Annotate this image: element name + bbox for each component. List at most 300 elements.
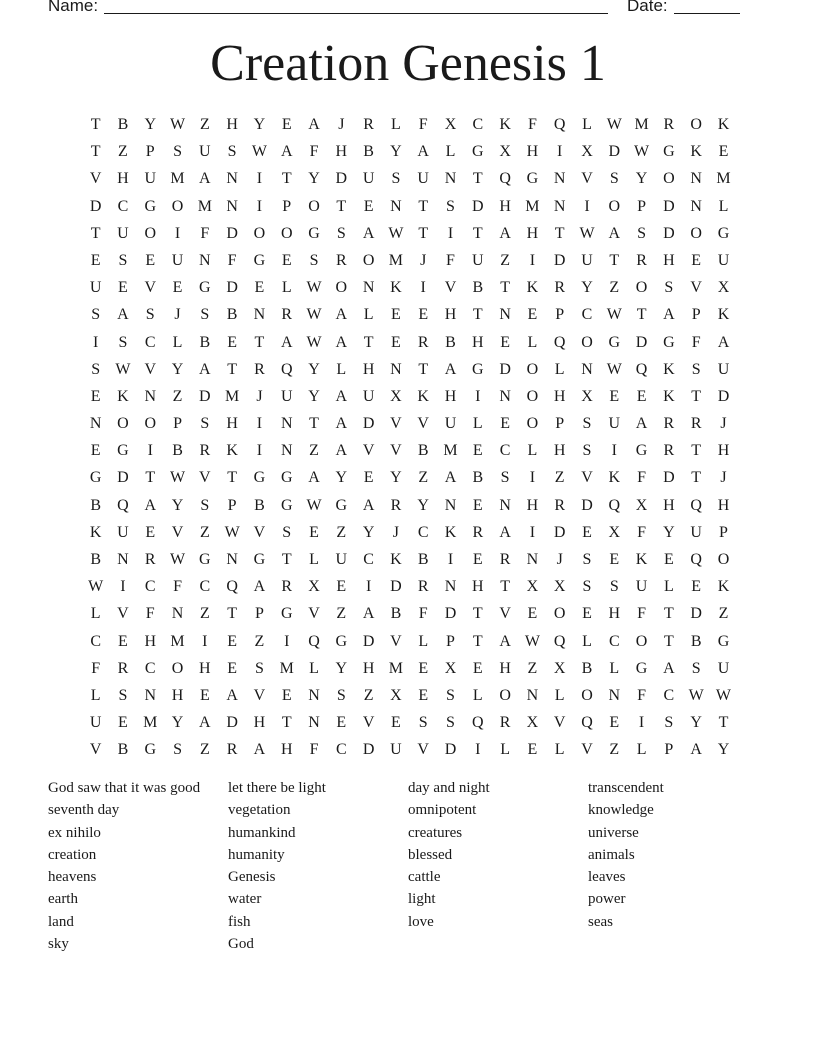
grid-letter[interactable]: X	[553, 659, 566, 677]
grid-letter[interactable]: Q	[690, 551, 702, 568]
grid-letter[interactable]: S	[500, 469, 510, 487]
grid-letter[interactable]: S	[637, 224, 647, 242]
grid-letter[interactable]: Z	[527, 659, 538, 677]
grid-letter[interactable]: F	[637, 686, 647, 704]
grid-letter[interactable]: T	[609, 251, 620, 269]
grid-letter[interactable]: F	[527, 116, 537, 133]
grid-letter[interactable]: J	[556, 551, 563, 568]
grid-letter[interactable]: Z	[554, 469, 565, 487]
grid-letter[interactable]: S	[609, 170, 619, 188]
grid-letter[interactable]: Q	[226, 578, 238, 596]
grid-letter[interactable]: N	[308, 686, 320, 704]
grid-letter[interactable]: Z	[363, 686, 374, 704]
grid-letter[interactable]: M	[388, 251, 404, 269]
grid-letter[interactable]: E	[363, 197, 374, 215]
grid-letter[interactable]: Y	[390, 469, 402, 487]
grid-letter[interactable]: W	[715, 686, 732, 704]
grid-letter[interactable]: U	[89, 714, 102, 732]
grid-letter[interactable]: D	[89, 197, 102, 215]
grid-letter[interactable]: E	[309, 523, 319, 541]
grid-letter[interactable]: M	[170, 170, 185, 188]
grid-letter[interactable]: B	[90, 496, 101, 514]
grid-letter[interactable]: W	[224, 523, 240, 541]
grid-letter[interactable]: H	[526, 496, 539, 514]
grid-letter[interactable]: A	[663, 306, 675, 324]
grid-letter[interactable]: F	[200, 224, 210, 242]
grid-letter[interactable]: B	[254, 496, 265, 514]
grid-letter[interactable]: P	[691, 306, 701, 324]
grid-letter[interactable]: V	[171, 523, 184, 541]
grid-letter[interactable]: O	[499, 686, 511, 704]
grid-letter[interactable]: E	[636, 387, 647, 405]
grid-letter[interactable]: H	[553, 442, 566, 460]
grid-letter[interactable]: O	[144, 415, 157, 433]
grid-letter[interactable]: X	[390, 387, 402, 405]
grid-letter[interactable]: R	[363, 116, 374, 133]
grid-letter[interactable]: S	[200, 415, 210, 433]
grid-letter[interactable]: O	[717, 551, 730, 568]
grid-letter[interactable]: T	[418, 224, 429, 242]
grid-letter[interactable]: J	[720, 469, 727, 487]
grid-letter[interactable]: T	[691, 387, 702, 405]
grid-letter[interactable]: U	[144, 170, 157, 188]
grid-letter[interactable]: O	[635, 632, 648, 650]
grid-letter[interactable]: K	[690, 143, 702, 161]
grid-letter[interactable]: H	[553, 387, 566, 405]
grid-letter[interactable]: L	[90, 605, 101, 623]
grid-letter[interactable]: N	[444, 578, 457, 596]
grid-letter[interactable]: G	[717, 224, 730, 242]
grid-letter[interactable]: V	[362, 714, 375, 732]
grid-letter[interactable]: L	[500, 741, 510, 759]
grid-letter[interactable]: T	[227, 360, 238, 378]
grid-letter[interactable]: C	[144, 659, 156, 677]
grid-letter[interactable]: G	[608, 333, 621, 351]
grid-letter[interactable]: E	[145, 251, 156, 269]
grid-letter[interactable]: C	[144, 578, 156, 596]
grid-letter[interactable]: J	[420, 251, 427, 269]
grid-letter[interactable]: B	[472, 469, 484, 487]
grid-letter[interactable]: S	[582, 551, 592, 568]
grid-letter[interactable]: S	[664, 714, 674, 732]
grid-letter[interactable]: S	[582, 415, 592, 433]
grid-letter[interactable]: L	[309, 551, 319, 568]
grid-letter[interactable]: S	[691, 659, 701, 677]
grid-letter[interactable]: H	[362, 360, 375, 378]
grid-letter[interactable]: R	[663, 116, 675, 133]
grid-letter[interactable]: L	[363, 306, 374, 324]
grid-letter[interactable]: N	[553, 197, 566, 215]
grid-letter[interactable]: V	[390, 632, 402, 650]
grid-letter[interactable]: U	[199, 143, 211, 161]
grid-letter[interactable]: G	[472, 143, 484, 161]
grid-letter[interactable]: G	[280, 496, 293, 514]
grid-letter[interactable]: N	[444, 496, 457, 514]
grid-letter[interactable]: F	[173, 578, 182, 596]
grid-letter[interactable]: I	[365, 578, 372, 596]
grid-letter[interactable]: U	[717, 659, 730, 677]
grid-letter[interactable]: B	[117, 741, 129, 759]
grid-letter[interactable]: E	[609, 551, 620, 568]
grid-letter[interactable]: N	[226, 197, 238, 215]
grid-letter[interactable]: A	[608, 224, 621, 242]
grid-letter[interactable]: Q	[581, 714, 593, 732]
grid-letter[interactable]: S	[609, 578, 619, 596]
grid-letter[interactable]: G	[253, 251, 266, 269]
grid-letter[interactable]: N	[690, 197, 702, 215]
grid-letter[interactable]: D	[199, 387, 211, 405]
grid-letter[interactable]: U	[362, 170, 375, 188]
grid-letter[interactable]: G	[280, 469, 293, 487]
grid-letter[interactable]: N	[390, 360, 402, 378]
grid-letter[interactable]: A	[499, 632, 511, 650]
grid-letter[interactable]: E	[199, 686, 210, 704]
grid-letter[interactable]: T	[281, 170, 292, 188]
grid-letter[interactable]: H	[117, 170, 129, 188]
grid-letter[interactable]: U	[581, 251, 593, 269]
grid-letter[interactable]: O	[362, 251, 375, 269]
grid-letter[interactable]: E	[691, 578, 702, 596]
grid-letter[interactable]: K	[390, 551, 402, 568]
grid-letter[interactable]: D	[362, 632, 375, 650]
grid-letter[interactable]: H	[226, 116, 238, 133]
grid-letter[interactable]: I	[447, 551, 454, 568]
grid-letter[interactable]: R	[499, 714, 511, 732]
grid-letter[interactable]: O	[308, 197, 320, 215]
grid-letter[interactable]: N	[690, 170, 702, 188]
grid-letter[interactable]: E	[500, 415, 510, 433]
grid-letter[interactable]: O	[526, 387, 539, 405]
grid-letter[interactable]: A	[117, 306, 129, 324]
grid-letter[interactable]: Y	[717, 741, 730, 759]
grid-letter[interactable]: O	[690, 224, 702, 242]
grid-letter[interactable]: W	[115, 360, 131, 378]
grid-letter[interactable]: X	[444, 116, 457, 133]
grid-letter[interactable]: Y	[690, 714, 702, 732]
grid-letter[interactable]: P	[227, 496, 237, 514]
grid-letter[interactable]: X	[608, 523, 621, 541]
grid-letter[interactable]: U	[335, 551, 348, 568]
grid-letter[interactable]: A	[444, 360, 457, 378]
grid-letter[interactable]: R	[144, 551, 156, 568]
grid-letter[interactable]: S	[200, 496, 210, 514]
grid-letter[interactable]: A	[717, 333, 730, 351]
grid-letter[interactable]: E	[227, 333, 238, 351]
grid-letter[interactable]: B	[581, 659, 593, 677]
grid-letter[interactable]: Z	[199, 605, 210, 623]
grid-letter[interactable]: P	[173, 415, 182, 433]
grid-letter[interactable]: I	[92, 333, 99, 351]
grid-letter[interactable]: G	[89, 469, 102, 487]
grid-letter[interactable]: E	[609, 714, 620, 732]
grid-letter[interactable]: D	[635, 333, 648, 351]
grid-letter[interactable]: I	[611, 442, 617, 460]
grid-letter[interactable]: O	[581, 333, 593, 351]
grid-letter[interactable]: L	[609, 659, 620, 677]
grid-letter[interactable]: G	[635, 442, 648, 460]
grid-letter[interactable]: L	[445, 143, 456, 161]
grid-letter[interactable]: K	[717, 306, 730, 324]
grid-letter[interactable]: W	[524, 632, 540, 650]
grid-letter[interactable]: W	[606, 306, 622, 324]
grid-letter[interactable]: V	[690, 279, 702, 297]
grid-letter[interactable]: J	[256, 387, 263, 405]
grid-letter[interactable]: G	[144, 741, 157, 759]
grid-letter[interactable]: Q	[608, 496, 621, 514]
grid-letter[interactable]: E	[227, 659, 238, 677]
grid-letter[interactable]: O	[171, 197, 184, 215]
grid-letter[interactable]: Y	[308, 170, 320, 188]
grid-letter[interactable]: X	[635, 496, 648, 514]
grid-letter[interactable]: A	[199, 714, 211, 732]
grid-letter[interactable]: V	[390, 415, 402, 433]
grid-letter[interactable]: K	[444, 523, 457, 541]
grid-letter[interactable]: N	[199, 251, 211, 269]
grid-letter[interactable]: S	[91, 306, 101, 324]
grid-letter[interactable]: A	[280, 143, 293, 161]
grid-letter[interactable]: D	[362, 741, 375, 759]
grid-letter[interactable]: E	[500, 333, 510, 351]
grid-letter[interactable]: W	[306, 279, 322, 297]
grid-letter[interactable]: U	[117, 523, 129, 541]
grid-letter[interactable]: V	[499, 605, 511, 623]
grid-letter[interactable]: K	[499, 116, 511, 133]
grid-letter[interactable]: S	[582, 442, 592, 460]
grid-letter[interactable]: H	[499, 659, 511, 677]
grid-letter[interactable]: C	[363, 551, 374, 568]
grid-letter[interactable]: A	[199, 360, 211, 378]
grid-letter[interactable]: I	[529, 523, 536, 541]
grid-letter[interactable]: A	[199, 170, 211, 188]
grid-letter[interactable]: D	[663, 469, 675, 487]
grid-letter[interactable]: K	[89, 523, 102, 541]
grid-letter[interactable]: E	[582, 605, 592, 623]
grid-letter[interactable]: N	[226, 551, 238, 568]
grid-letter[interactable]: Y	[362, 523, 375, 541]
grid-letter[interactable]: H	[171, 686, 184, 704]
grid-letter[interactable]: G	[472, 360, 484, 378]
grid-letter[interactable]: U	[690, 523, 702, 541]
grid-letter[interactable]: L	[636, 741, 647, 759]
grid-letter[interactable]: W	[388, 224, 404, 242]
grid-letter[interactable]: V	[144, 279, 157, 297]
grid-letter[interactable]: F	[227, 251, 237, 269]
grid-letter[interactable]: N	[280, 442, 293, 460]
grid-letter[interactable]: H	[717, 496, 730, 514]
grid-letter[interactable]: Q	[472, 714, 484, 732]
grid-letter[interactable]: Y	[171, 496, 184, 514]
grid-letter[interactable]: E	[391, 306, 401, 324]
grid-letter[interactable]: C	[117, 197, 129, 215]
grid-letter[interactable]: M	[634, 116, 649, 133]
grid-letter[interactable]: Y	[308, 360, 320, 378]
grid-letter[interactable]: I	[638, 714, 645, 732]
grid-letter[interactable]: H	[144, 632, 157, 650]
grid-letter[interactable]: E	[90, 442, 101, 460]
grid-letter[interactable]: F	[637, 605, 647, 623]
grid-letter[interactable]: I	[120, 578, 126, 596]
grid-letter[interactable]: J	[174, 306, 181, 324]
grid-letter[interactable]: A	[144, 496, 157, 514]
grid-letter[interactable]: D	[499, 360, 511, 378]
grid-letter[interactable]: A	[663, 659, 675, 677]
grid-letter[interactable]: E	[527, 306, 538, 324]
grid-letter[interactable]: L	[554, 360, 565, 378]
grid-letter[interactable]: F	[691, 333, 701, 351]
grid-letter[interactable]: P	[555, 306, 565, 324]
grid-letter[interactable]: E	[418, 686, 429, 704]
grid-letter[interactable]: Y	[171, 714, 184, 732]
grid-letter[interactable]: S	[309, 251, 319, 269]
grid-letter[interactable]: S	[391, 170, 401, 188]
grid-letter[interactable]: L	[718, 197, 729, 215]
grid-letter[interactable]: L	[554, 686, 565, 704]
grid-letter[interactable]: A	[499, 523, 511, 541]
grid-letter[interactable]: M	[388, 659, 404, 677]
grid-letter[interactable]: Q	[635, 360, 648, 378]
name-blank-line[interactable]	[104, 13, 608, 14]
grid-letter[interactable]: K	[717, 116, 730, 133]
grid-letter[interactable]: A	[335, 306, 348, 324]
grid-letter[interactable]: G	[117, 442, 129, 460]
grid-letter[interactable]: X	[499, 143, 511, 161]
grid-letter[interactable]: X	[526, 578, 539, 596]
grid-letter[interactable]: R	[417, 333, 429, 351]
grid-letter[interactable]: I	[475, 741, 481, 759]
grid-letter[interactable]: W	[88, 578, 104, 596]
grid-letter[interactable]: H	[608, 605, 621, 623]
grid-letter[interactable]: E	[118, 714, 128, 732]
grid-letter[interactable]: T	[281, 714, 292, 732]
grid-letter[interactable]: R	[663, 442, 675, 460]
grid-letter[interactable]: Z	[500, 251, 510, 269]
grid-letter[interactable]: J	[392, 523, 400, 541]
grid-letter[interactable]: U	[472, 251, 484, 269]
grid-letter[interactable]: H	[280, 741, 293, 759]
grid-letter[interactable]: E	[582, 523, 592, 541]
grid-letter[interactable]: Z	[309, 442, 319, 460]
grid-letter[interactable]: C	[608, 632, 620, 650]
grid-letter[interactable]: N	[171, 605, 184, 623]
grid-letter[interactable]: R	[199, 442, 211, 460]
grid-letter[interactable]: B	[226, 306, 238, 324]
grid-letter[interactable]: V	[199, 469, 211, 487]
grid-letter[interactable]: T	[472, 605, 483, 623]
grid-letter[interactable]: S	[446, 686, 455, 704]
grid-letter[interactable]: E	[418, 306, 429, 324]
grid-letter[interactable]: N	[390, 197, 402, 215]
grid-letter[interactable]: A	[253, 578, 266, 596]
grid-letter[interactable]: I	[557, 143, 563, 161]
grid-letter[interactable]: W	[606, 360, 622, 378]
grid-letter[interactable]: M	[197, 197, 212, 215]
grid-letter[interactable]: L	[554, 741, 565, 759]
grid-letter[interactable]: H	[335, 143, 348, 161]
grid-letter[interactable]: N	[499, 387, 511, 405]
grid-letter[interactable]: E	[118, 279, 128, 297]
grid-letter[interactable]: S	[336, 224, 346, 242]
grid-letter[interactable]: G	[280, 605, 293, 623]
grid-letter[interactable]: W	[306, 333, 322, 351]
grid-letter[interactable]: W	[688, 686, 704, 704]
grid-letter[interactable]: N	[553, 170, 566, 188]
grid-letter[interactable]: P	[719, 523, 728, 541]
grid-letter[interactable]: P	[282, 197, 292, 215]
grid-letter[interactable]: S	[118, 251, 128, 269]
grid-letter[interactable]: I	[529, 469, 536, 487]
grid-letter[interactable]: Y	[335, 659, 348, 677]
grid-letter[interactable]: T	[500, 279, 510, 297]
grid-letter[interactable]: V	[89, 170, 102, 188]
grid-letter[interactable]: T	[90, 116, 101, 133]
grid-letter[interactable]: D	[472, 197, 484, 215]
grid-letter[interactable]: R	[117, 659, 129, 677]
grid-letter[interactable]: V	[581, 469, 593, 487]
grid-letter[interactable]: Q	[690, 496, 702, 514]
grid-letter[interactable]: O	[635, 279, 648, 297]
grid-letter[interactable]: N	[499, 306, 511, 324]
grid-letter[interactable]: R	[226, 741, 238, 759]
grid-letter[interactable]: Y	[308, 387, 320, 405]
grid-letter[interactable]: Z	[418, 469, 429, 487]
grid-letter[interactable]: T	[472, 170, 483, 188]
grid-letter[interactable]: Z	[199, 523, 210, 541]
grid-letter[interactable]: Q	[553, 632, 566, 650]
grid-letter[interactable]: I	[284, 632, 290, 650]
grid-letter[interactable]: V	[444, 279, 457, 297]
grid-letter[interactable]: W	[169, 551, 186, 568]
grid-letter[interactable]: Y	[253, 116, 266, 133]
grid-letter[interactable]: H	[199, 659, 211, 677]
grid-letter[interactable]: F	[145, 605, 155, 623]
grid-letter[interactable]: F	[309, 143, 319, 161]
grid-letter[interactable]: B	[472, 279, 484, 297]
grid-letter[interactable]: H	[472, 578, 484, 596]
grid-letter[interactable]: F	[446, 251, 455, 269]
grid-letter[interactable]: C	[144, 333, 156, 351]
grid-letter[interactable]: Z	[172, 387, 183, 405]
grid-letter[interactable]: E	[391, 714, 401, 732]
grid-letter[interactable]: Z	[609, 279, 620, 297]
grid-letter[interactable]: O	[253, 224, 266, 242]
grid-letter[interactable]: Y	[635, 170, 648, 188]
grid-letter[interactable]: T	[636, 306, 647, 324]
grid-letter[interactable]: M	[143, 714, 158, 732]
grid-letter[interactable]: Q	[553, 116, 566, 133]
grid-letter[interactable]: V	[117, 605, 129, 623]
grid-letter[interactable]: D	[581, 496, 593, 514]
grid-letter[interactable]: V	[253, 686, 266, 704]
grid-letter[interactable]: F	[91, 659, 101, 677]
grid-letter[interactable]: Z	[254, 632, 265, 650]
grid-letter[interactable]: M	[716, 170, 731, 188]
grid-letter[interactable]: X	[553, 578, 566, 596]
grid-letter[interactable]: E	[609, 387, 620, 405]
grid-letter[interactable]: I	[529, 251, 536, 269]
grid-letter[interactable]: J	[338, 116, 345, 133]
grid-letter[interactable]: E	[472, 442, 483, 460]
grid-letter[interactable]: U	[417, 170, 429, 188]
grid-letter[interactable]: S	[145, 306, 155, 324]
grid-letter[interactable]: A	[444, 469, 457, 487]
grid-letter[interactable]: E	[472, 551, 483, 568]
grid-letter[interactable]: N	[581, 360, 593, 378]
grid-letter[interactable]: N	[144, 686, 157, 704]
grid-letter[interactable]: D	[444, 741, 457, 759]
grid-letter[interactable]: O	[144, 224, 157, 242]
grid-letter[interactable]: H	[526, 224, 539, 242]
grid-letter[interactable]: P	[254, 605, 264, 623]
